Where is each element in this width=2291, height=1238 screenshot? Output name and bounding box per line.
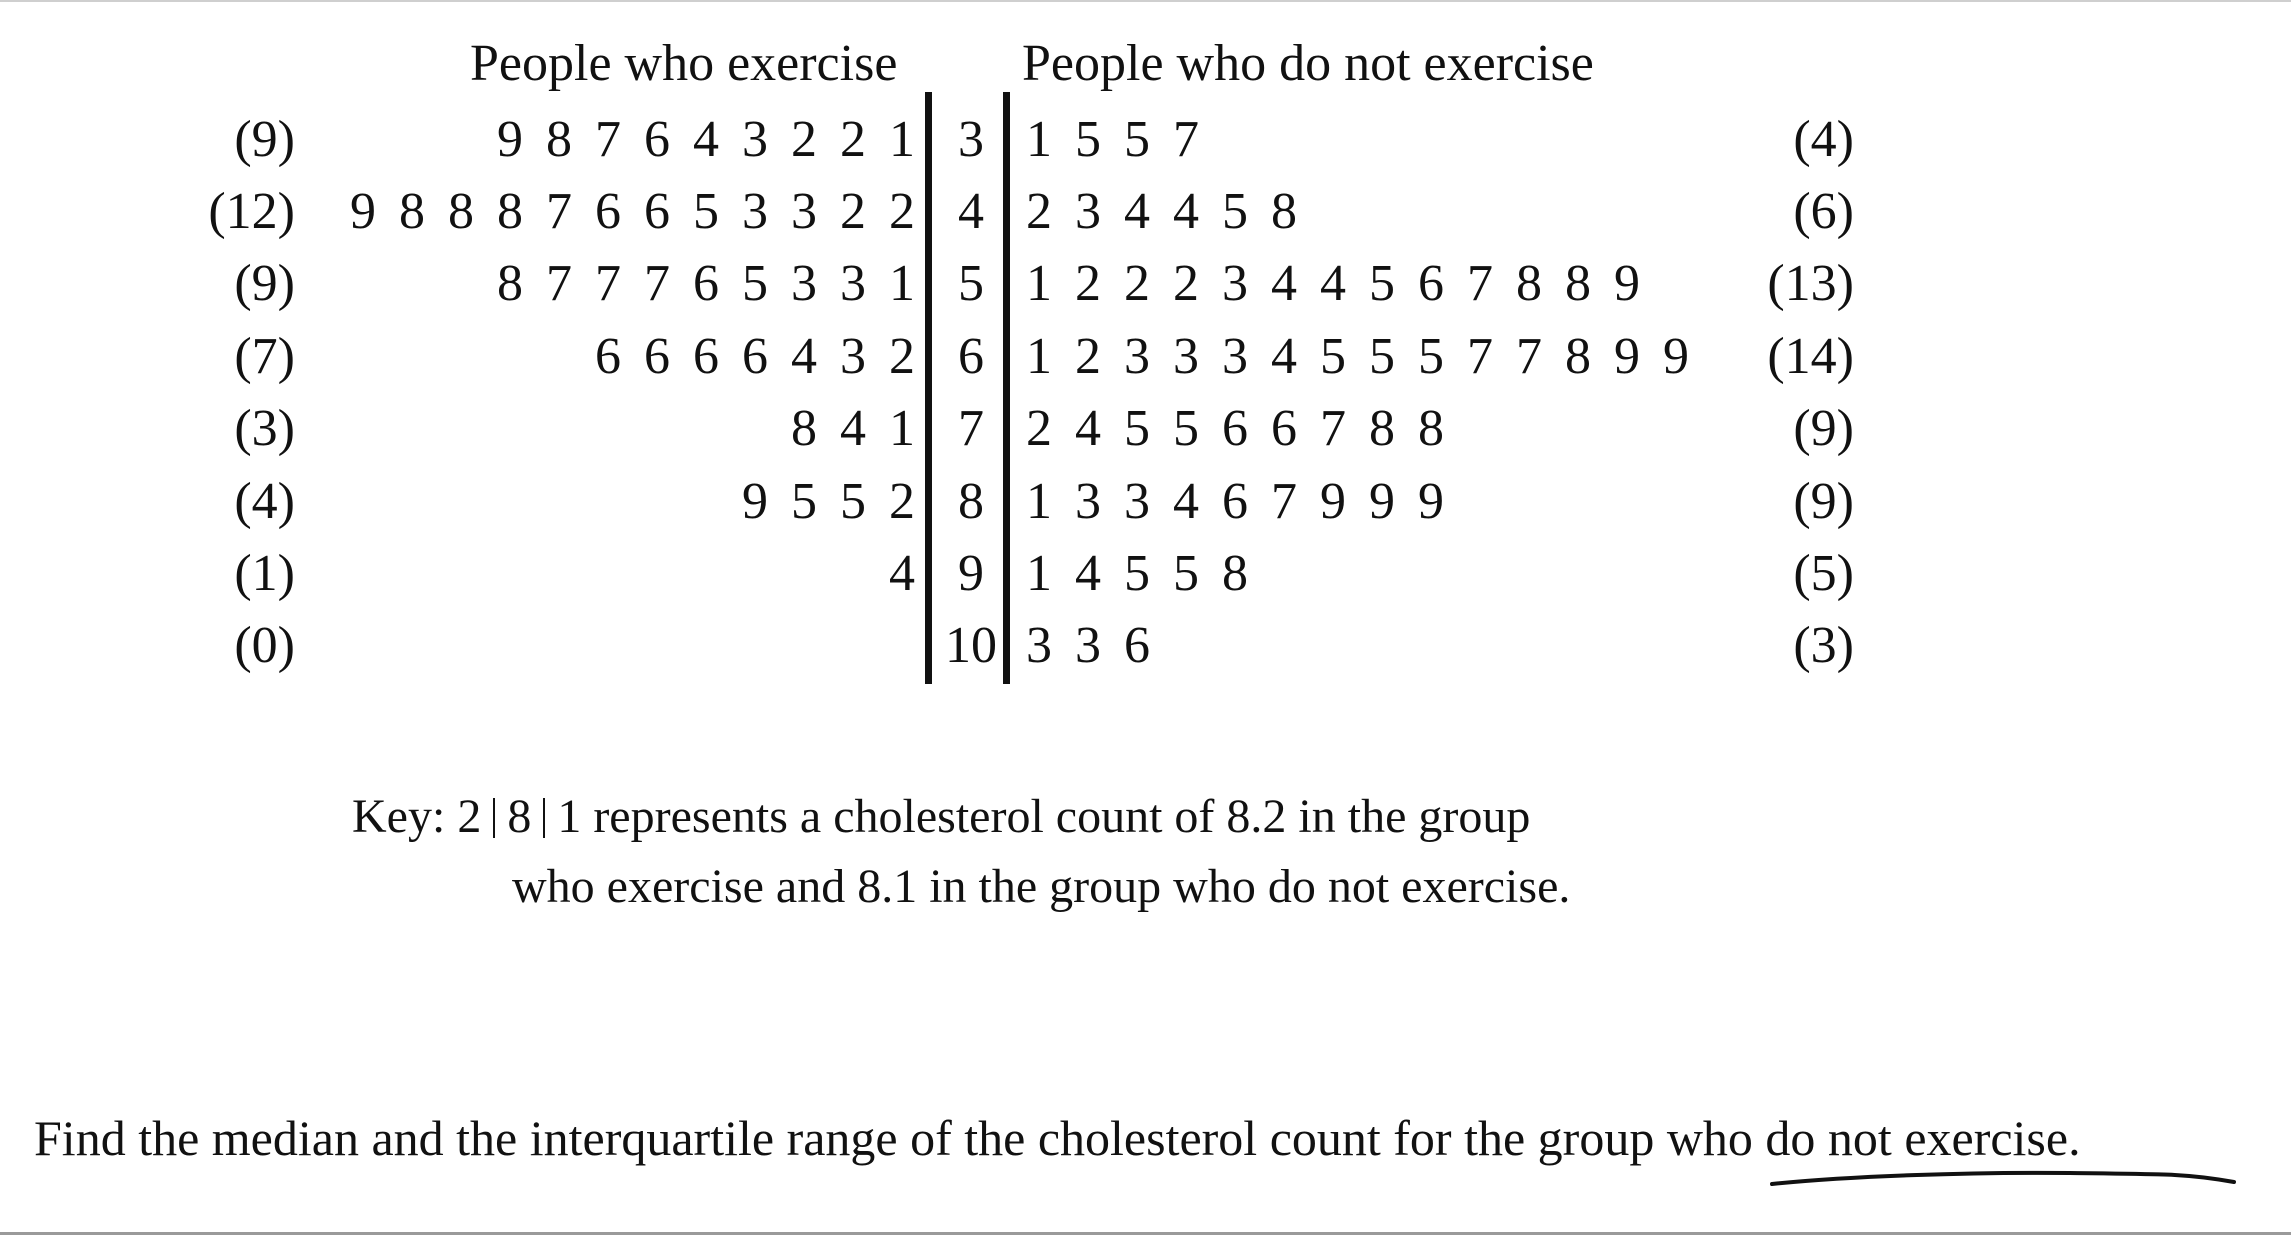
key-prefix: Key: bbox=[352, 790, 446, 843]
leaves-left: 8 4 1 bbox=[791, 400, 915, 457]
leaves-left: 4 bbox=[889, 545, 915, 602]
leaves-right: 1 3 3 4 6 7 9 9 9 bbox=[1026, 473, 1444, 530]
stem: 4 bbox=[958, 183, 984, 240]
count-right: (6) bbox=[1793, 183, 1854, 240]
stem-divider-left bbox=[925, 92, 932, 684]
plot-row bbox=[0, 610, 2291, 682]
stem: 7 bbox=[958, 400, 984, 457]
count-left: (7) bbox=[234, 328, 295, 385]
plot-row bbox=[0, 321, 2291, 393]
handwritten-underline bbox=[1770, 1168, 2240, 1192]
key-line-2: who exercise and 8.1 in the group who do not exercise. bbox=[512, 860, 1571, 913]
count-left: (0) bbox=[234, 617, 295, 674]
header-no-exercise: People who do not exercise bbox=[1022, 35, 1594, 92]
leaves-right: 2 4 5 5 6 6 7 8 8 bbox=[1026, 400, 1444, 457]
count-right: (4) bbox=[1793, 111, 1854, 168]
count-left: (9) bbox=[234, 111, 295, 168]
count-left: (12) bbox=[208, 183, 295, 240]
key-stem: 8 bbox=[507, 790, 532, 843]
count-left: (4) bbox=[234, 473, 295, 530]
plot-row bbox=[0, 393, 2291, 465]
question-text bbox=[34, 1108, 2081, 1168]
count-left: (9) bbox=[234, 255, 295, 312]
plot-row bbox=[0, 466, 2291, 538]
page-top-border bbox=[0, 0, 2291, 2]
count-right: (9) bbox=[1793, 473, 1854, 530]
key-divider bbox=[493, 798, 495, 838]
leaves-right: 1 2 3 3 3 4 5 5 5 7 7 8 9 9 bbox=[1026, 328, 1689, 385]
count-left: (3) bbox=[234, 400, 295, 457]
key-line-1 bbox=[352, 787, 1530, 847]
leaves-right: 1 5 5 7 bbox=[1026, 111, 1199, 168]
count-right: (5) bbox=[1793, 545, 1854, 602]
stem: 8 bbox=[958, 473, 984, 530]
question-underlined: who do not exercise. bbox=[1666, 1110, 2081, 1166]
plot-row bbox=[0, 176, 2291, 248]
leaves-right: 2 3 4 4 5 8 bbox=[1026, 183, 1297, 240]
stem: 3 bbox=[958, 111, 984, 168]
plot-row bbox=[0, 538, 2291, 610]
leaves-right: 1 4 5 5 8 bbox=[1026, 545, 1248, 602]
page-bottom-border bbox=[0, 1232, 2291, 1235]
leaves-left: 9 8 8 8 7 6 6 5 3 3 2 2 bbox=[350, 183, 915, 240]
count-left: (1) bbox=[234, 545, 295, 602]
count-right: (9) bbox=[1793, 400, 1854, 457]
key-left-leaf: 2 bbox=[457, 790, 482, 843]
key-description: represents a cholesterol count of 8.2 in the group bbox=[593, 790, 1531, 843]
stem: 5 bbox=[958, 255, 984, 312]
stem: 10 bbox=[945, 617, 997, 674]
key-divider bbox=[543, 798, 545, 838]
question-main: Find the median and the interquartile range of the cholesterol count for the group bbox=[34, 1110, 1667, 1166]
leaves-left: 9 8 7 6 4 3 2 2 1 bbox=[497, 111, 915, 168]
stem: 6 bbox=[958, 328, 984, 385]
leaves-left: 9 5 5 2 bbox=[742, 473, 915, 530]
leaves-right: 3 3 6 bbox=[1026, 617, 1150, 674]
plot-row bbox=[0, 248, 2291, 320]
plot-row bbox=[0, 104, 2291, 176]
leaves-left: 6 6 6 6 4 3 2 bbox=[595, 328, 915, 385]
count-right: (14) bbox=[1767, 328, 1854, 385]
stem-divider-right bbox=[1003, 92, 1010, 684]
leaves-right: 1 2 2 2 3 4 4 5 6 7 8 8 9 bbox=[1026, 255, 1640, 312]
leaves-left: 8 7 7 7 6 5 3 3 1 bbox=[497, 255, 915, 312]
count-right: (3) bbox=[1793, 617, 1854, 674]
stem: 9 bbox=[958, 545, 984, 602]
header-exercise: People who exercise bbox=[470, 35, 898, 92]
key-right-leaf: 1 bbox=[557, 790, 582, 843]
count-right: (13) bbox=[1767, 255, 1854, 312]
